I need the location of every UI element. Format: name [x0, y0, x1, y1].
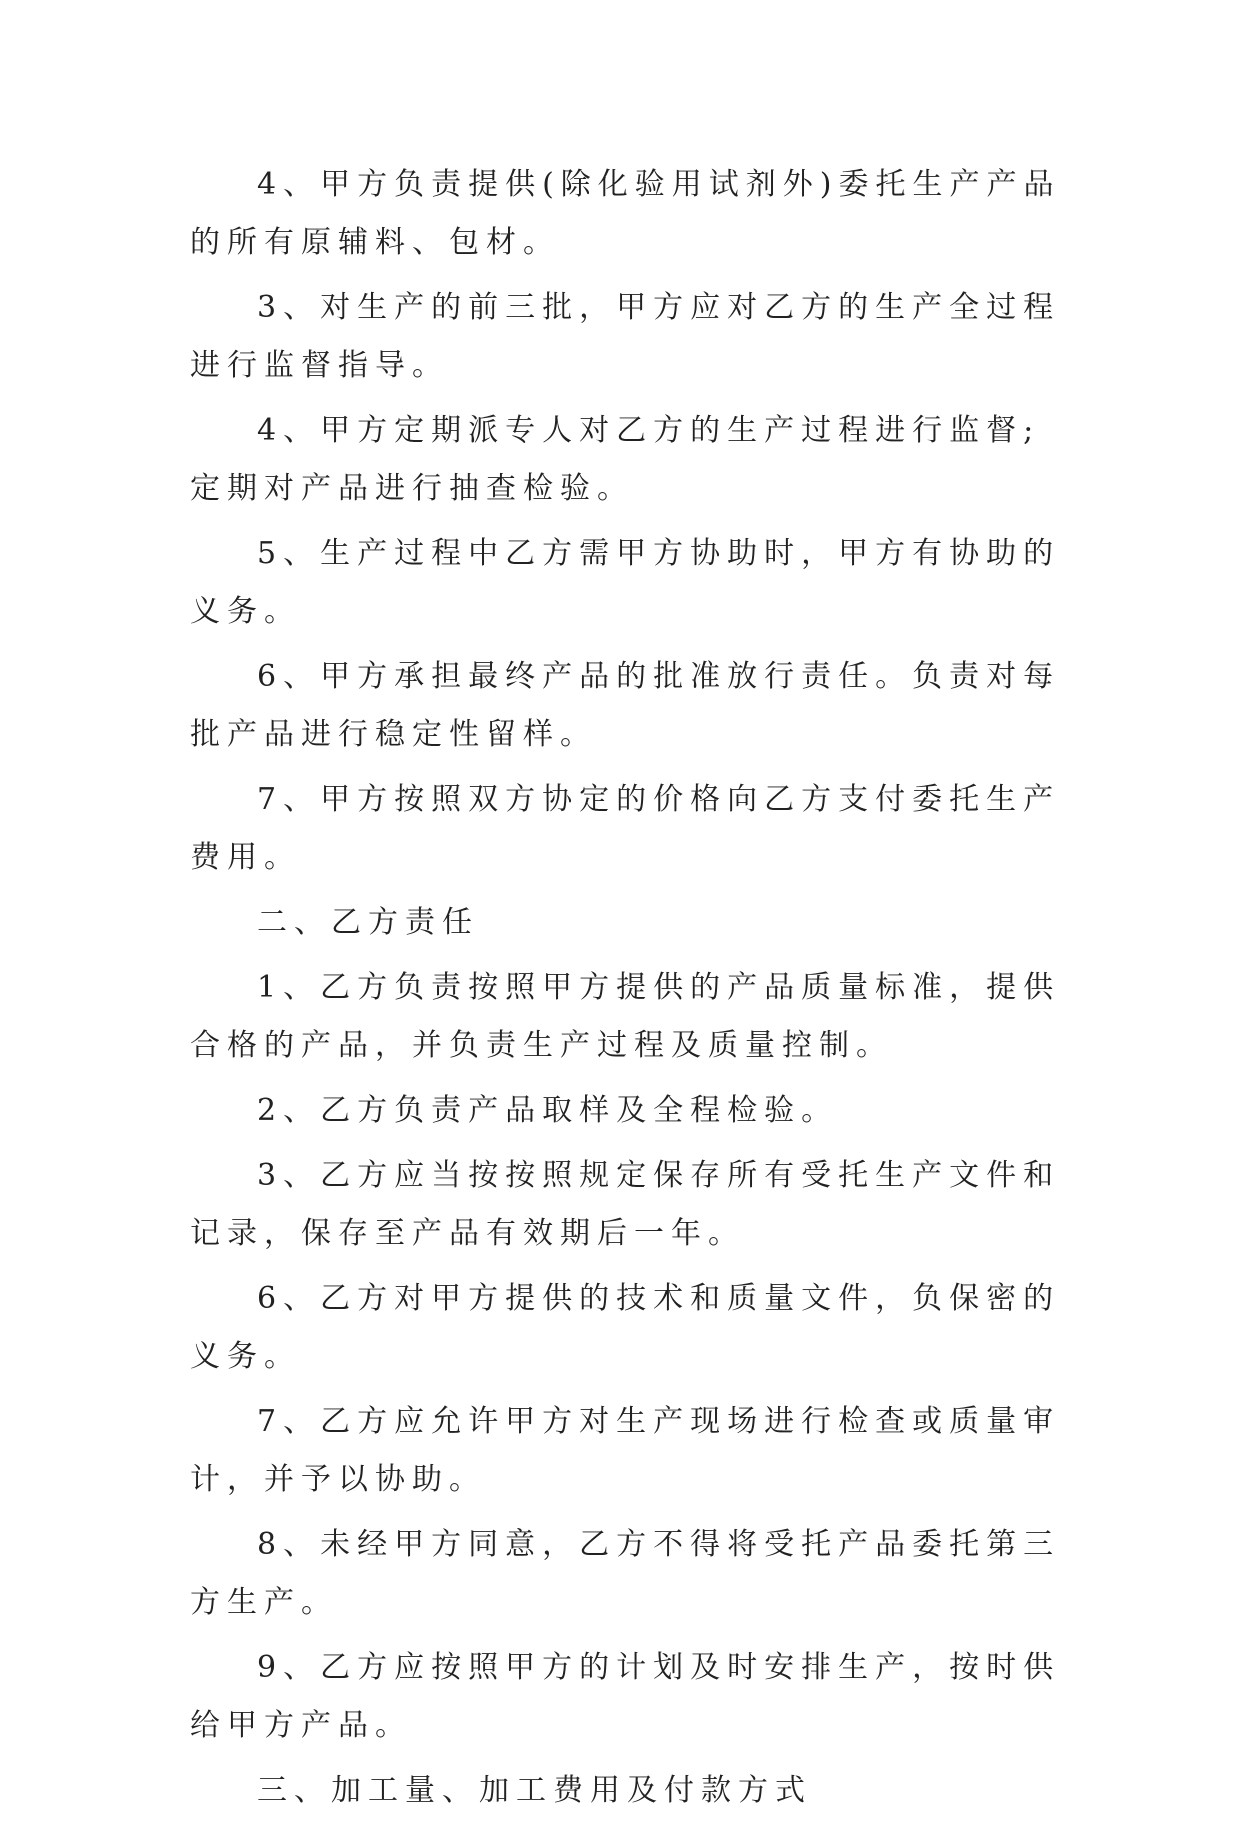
paragraph-party-b-audit: 7、乙方应允许甲方对生产现场进行检查或质量审计，并予以协助。 — [190, 1404, 1061, 1497]
paragraph-party-a-materials: 4、甲方负责提供(除化验用试剂外)委托生产产品的所有原辅料、包材。 — [190, 167, 1061, 260]
paragraph-party-a-assist: 5、生产过程中乙方需甲方协助时，甲方有协助的义务。 — [190, 536, 1061, 629]
section-heading-processing-fees: 三、加工量、加工费用及付款方式 — [257, 1773, 812, 1808]
document-page — [190, 156, 1070, 1827]
paragraph-party-b-records: 3、乙方应当按按照规定保存所有受托生产文件和记录，保存至产品有效期后一年。 — [190, 1158, 1061, 1251]
paragraph-party-a-supervise-first-batches: 3、对生产的前三批，甲方应对乙方的生产全过程进行监督指导。 — [190, 290, 1061, 383]
paragraph-party-b-confidentiality: 6、乙方对甲方提供的技术和质量文件，负保密的义务。 — [190, 1281, 1061, 1374]
section-heading-party-b: 二、乙方责任 — [257, 905, 479, 940]
paragraph-party-b-sampling: 2、乙方负责产品取样及全程检验。 — [257, 1093, 839, 1128]
paragraph-party-a-payment: 7、甲方按照双方协定的价格向乙方支付委托生产费用。 — [190, 782, 1061, 875]
paragraph-party-b-schedule: 9、乙方应按照甲方的计划及时安排生产，按时供给甲方产品。 — [190, 1650, 1061, 1743]
paragraph-party-a-periodic-inspection: 4、甲方定期派专人对乙方的生产过程进行监督;定期对产品进行抽查检验。 — [190, 413, 1041, 506]
paragraph-party-b-quality: 1、乙方负责按照甲方提供的产品质量标准，提供合格的产品，并负责生产过程及质量控制。 — [190, 970, 1061, 1063]
paragraph-party-a-release: 6、甲方承担最终产品的批准放行责任。负责对每批产品进行稳定性留样。 — [190, 659, 1061, 752]
paragraph-party-b-no-subcontract: 8、未经甲方同意，乙方不得将受托产品委托第三方生产。 — [190, 1527, 1061, 1620]
